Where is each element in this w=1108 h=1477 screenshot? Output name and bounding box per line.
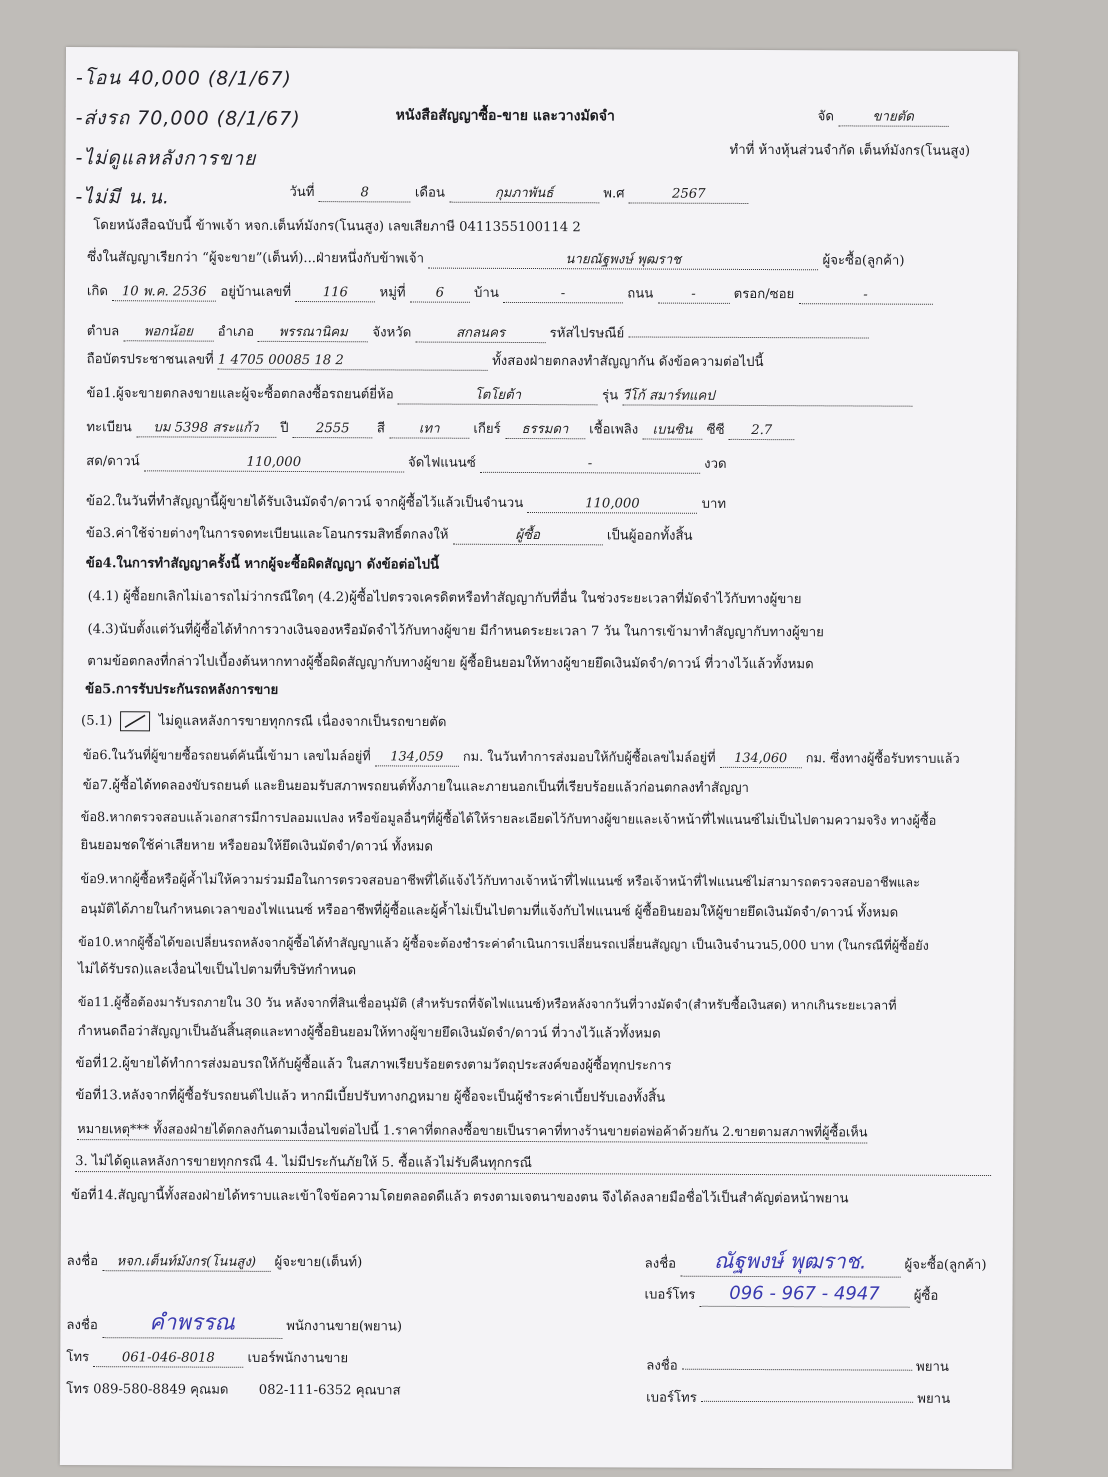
seller-sign-row xyxy=(67,1253,363,1272)
witness-phone-label: เบอร์โทร xyxy=(646,1390,697,1406)
clause-9a: ข้อ9.หากผู้ซื้อหรือผู้ค้ำไม่ให้ความร่วมมือในการตรวจสอบอาชีพที่ได้แจ้งไว้กับทางเจ้าหน้าที่ไฟแนนซ์ หรือเจ้าหน้าที่ไฟแนนซ์ไม่สามารถตรวจสอบอาชีพและ xyxy=(80,872,921,891)
buyer-phone-label: เบอร์โทร xyxy=(644,1287,696,1303)
house-value: 116 xyxy=(295,284,375,302)
clause-4-3b: ตามข้อตกลงที่กล่าวไปเบื้องต้นหากทางผู้ซื้อผิดสัญญากับทางผู้ขาย ผู้ซื้อยินยอมให้ทางผู้ขายยึดเงินมัดจำ/ดาวน์ ที่วางไว้แล้วทั้งหมด xyxy=(87,654,814,673)
idcard-value: 1 4705 00085 18 2 xyxy=(218,352,488,371)
reg-label: ทะเบียน xyxy=(86,420,132,436)
zip-value xyxy=(628,319,868,338)
witness-sign-role: พยาน xyxy=(916,1359,949,1375)
color-label: สี xyxy=(376,421,386,437)
clause-6-text-c: กม. ซึ่งทางผู้ซื้อรับทราบแล้ว xyxy=(805,751,960,767)
date-row xyxy=(289,184,748,204)
jad-value: ขายตัด xyxy=(838,108,948,126)
clause-3 xyxy=(86,525,693,546)
staff-phone-row xyxy=(66,1349,348,1368)
car-brand: โตโยต้า xyxy=(398,386,598,405)
clause-9b: อนุมัติได้ภายในกำหนดเวลาของไฟแนนซ์ หรืออาชีพที่ผู้ซื้อและผู้ค้ำไม่เป็นไปตามที่แจ้งกับไฟแนนซ์ ผู้ซื้อยินยอมให้ผู้ขายยึดเงินมัดจำ/ดาวน์ ทั้งหมด xyxy=(80,902,899,921)
handnote-4: -ไม่มี น.น. xyxy=(75,186,170,209)
address-line xyxy=(87,317,869,344)
handnote-1: -โอน 40,000 (8/1/67) xyxy=(75,67,292,90)
staff-tel-label: โทร xyxy=(66,1350,90,1366)
buyer-phone: 096 - 967 - 4947 xyxy=(699,1282,909,1308)
seller-sign-label: ลงชื่อ xyxy=(66,1254,99,1270)
clause-3-text: ข้อ3.ค่าใช้จ่ายต่างๆในการจดทะเบียนและโอนกรรมสิทธิ์ตกลงให้ xyxy=(85,526,449,543)
ban-value: - xyxy=(503,285,623,304)
staff-sign-row xyxy=(66,1309,402,1339)
clause-2-unit: บาท xyxy=(701,496,727,512)
car-brand-label: ข้อ1.ผู้จะขายตกลงขายและผู้จะซื้อตกลงซื้อรถยนต์ยี่ห้อ xyxy=(86,386,394,403)
buyer-sign-row xyxy=(645,1246,987,1278)
checked-checkbox[interactable] xyxy=(120,711,150,731)
clause-3-who: ผู้ซื้อ xyxy=(453,527,603,546)
buyer-signature: ณัฐพงษ์ พุฒราช. xyxy=(680,1246,900,1278)
car-line-3 xyxy=(86,453,727,474)
witness-sign-blank xyxy=(682,1352,912,1371)
house-label: อยู่บ้านเลขที่ xyxy=(220,284,292,300)
day-label: วันที่ xyxy=(289,184,315,201)
clause-6-text-b: กม. ในวันทำการส่งมอบให้กับผู้ซื้อเลขไมล์อยู่ที่ xyxy=(462,749,716,766)
clause-4-heading: ข้อ4.ในการทำสัญญาครั้งนี้ หากผู้จะซื้อผิดสัญญา ดังข้อต่อไปนี้ xyxy=(85,556,440,573)
idcard-label: ถือบัตรประชาชนเลขที่ xyxy=(86,352,214,368)
contact-1: โทร 089-580-8849 คุณมด xyxy=(66,1382,229,1398)
document-title: หนังสือสัญญาซื้อ-ขาย และวางมัดจำ xyxy=(395,107,615,125)
jad-row xyxy=(818,108,949,127)
contract-paper xyxy=(60,47,1018,1469)
province-value: สกลนคร xyxy=(415,325,545,344)
idcard-line xyxy=(87,351,764,372)
seller-sign-role: ผู้จะขาย(เต็นท์) xyxy=(274,1254,363,1271)
handnote-3: -ไม่ดูแลหลังการขาย xyxy=(75,147,257,170)
year-label: พ.ศ xyxy=(603,186,625,202)
contact-2: 082-111-6352 คุณบาส xyxy=(258,1382,401,1399)
clause-6 xyxy=(83,747,960,769)
clause-7: ข้อ7.ผู้ซื้อได้ทดลองขับรถยนต์ และยินยอมรับสภาพรถยนต์ทั้งภายในและภายนอกเป็นที่เรียบร้อยแล้วก่อนตกลงทำสัญญา xyxy=(82,778,750,796)
buyer-name: นายณัฐพงษ์ พุฒราช xyxy=(428,251,818,271)
buyer-line xyxy=(87,249,904,271)
buyer-sign-label: ลงชื่อ xyxy=(644,1256,677,1272)
fuel-value: เบนซิน xyxy=(642,422,702,440)
seller-line: โดยหนังสือฉบับนี้ ข้าพเจ้า หจก.เต็นท์มังกร(โนนสูง) เลขเสียภาษี 0411355100114 2 xyxy=(93,218,581,236)
clause-2 xyxy=(86,493,726,514)
mileage-in: 134,059 xyxy=(375,748,459,766)
clause-2-amount: 110,000 xyxy=(527,495,697,514)
amphoe-label: อำเภอ xyxy=(217,324,255,340)
soi-label: ตรอก/ซอย xyxy=(733,286,795,303)
witness-phone-role: พยาน xyxy=(917,1391,951,1407)
car-line-1 xyxy=(86,385,912,407)
clause-5-heading: ข้อ5.การรับประกันรถหลังการขาย xyxy=(85,682,279,698)
witness-phone-blank xyxy=(701,1384,913,1403)
province-label: จังหวัด xyxy=(372,325,412,341)
car-model: วีโก้ สมาร์ทแคป xyxy=(622,387,912,406)
buyer-phone-row xyxy=(645,1282,939,1308)
clause-12: ข้อที่12.ผู้ขายได้ทำการส่งมอบรถให้กับผู้ซื้อแล้ว ในสภาพเรียบร้อยตรงตามวัตถุประสงค์ของผู้ซื้อทุกประการ xyxy=(75,1056,672,1074)
clause-4-1: (4.1) ผู้ซื้อยกเลิกไม่เอารถไม่ว่ากรณีใดๆ (4.2)ผู้ซื้อไปตรวจเครดิตหรือทำสัญญากับที่อื่น ในช่วงระยะเวลาที่มัดจำไว้กับทางผู้ขาย xyxy=(87,589,802,608)
cc-label: ซีซี xyxy=(706,422,725,438)
reg-value: บม 5398 สระแก้ว xyxy=(136,419,276,438)
buyer-sign-role: ผู้จะซื้อ(ลูกค้า) xyxy=(904,1257,987,1274)
clause-6-text-a: ข้อ6.ในวันที่ผู้ขายซื้อรถยนต์คันนี้เข้ามา เลขไมล์อยู่ที่ xyxy=(82,748,371,765)
staff-sign-label: ลงชื่อ xyxy=(66,1318,98,1334)
moo-value: 6 xyxy=(410,285,470,303)
clause-8b: ยินยอมชดใช้ค่าเสียหาย หรือยอมให้ยึดเงินมัดจำ/ดาวน์ ทั้งหมด xyxy=(80,838,433,855)
road-label: ถนน xyxy=(627,286,654,302)
clause-11b: กำหนดถือว่าสัญญาเป็นอันสิ้นสุดและทางผู้ซื้อยินยอมให้ทางผู้ขายยึดเงินมัดจำ/ดาวน์ ที่วางไว้แล้วทั้งหมด xyxy=(77,1024,661,1042)
road-value: - xyxy=(657,286,729,304)
witness-phone-row xyxy=(646,1384,950,1409)
moo-label: หมู่ที่ xyxy=(379,285,406,301)
buyer-prefix: ซึ่งในสัญญาเรียกว่า “ผู้จะขาย”(เต็นท์)...ฝ่ายหนึ่งกับข้าพเจ้า xyxy=(87,250,425,267)
clause-11a: ข้อ11.ผู้ซื้อต้องมารับรถภายใน 30 วัน หลังจากที่สินเชื่ออนุมัติ (สำหรับรถที่จัดไฟแนนซ์)หรือหลังจากวันที่วางมัดจำ(สำหรับซื้อเงินสด) หากเกินระยะเวลาที่ xyxy=(77,994,897,1013)
caryear-label: ปี xyxy=(280,420,289,436)
ban-label: บ้าน xyxy=(474,285,499,301)
born-label: เกิด xyxy=(86,284,109,300)
place-line: ทำที่ ห้างหุ้นส่วนจำกัด เต็นท์มังกร(โนนสูง) xyxy=(729,142,971,159)
color-value: เทา xyxy=(389,420,469,438)
birth-line xyxy=(87,283,933,305)
car-model-label: รุ่น xyxy=(602,388,619,404)
down-label: สด/ดาวน์ xyxy=(86,454,140,470)
remark-line-b: 3. ไม่ได้ดูแลหลังการขายทุกกรณี 4. ไม่มีประกันภัยให้ 5. ซื้อแล้วไม่รับคืนทุกกรณี xyxy=(75,1153,991,1176)
mileage-out: 134,060 xyxy=(720,750,802,768)
staff-phone-role: เบอร์พนักงานขาย xyxy=(247,1350,349,1367)
cc-value: 2.7 xyxy=(729,422,795,440)
clause-14: ข้อที่14.สัญญานี้ทั้งสองฝ่ายได้ทราบและเข้าใจข้อความโดยตลอดดีแล้ว ตรงตามเจตนาของตน จึงได้ลงลายมือชื่อไว้เป็นสำคัญต่อหน้าพยาน xyxy=(70,1188,849,1207)
gear-value: ธรรมดา xyxy=(505,421,585,439)
tambon-value: พอกน้อย xyxy=(123,323,213,341)
born-value: 10 พ.ค. 2536 xyxy=(112,283,216,301)
caryear-value: 2555 xyxy=(293,420,373,438)
contact-row xyxy=(66,1381,401,1400)
finance-value: - xyxy=(480,455,700,474)
clause-10b: ไม่ได้รับรถ)และเงื่อนไขเป็นไปตามที่บริษัทกำหนด xyxy=(77,962,357,979)
clause-5-1 xyxy=(81,711,446,733)
staff-signature: คำพรรณ xyxy=(102,1309,282,1339)
clause-4-3a: (4.3)นับตั้งแต่วันที่ผู้ซื้อได้ทำการวางเงินจองหรือมัดจำไว้กับทางผู้ขาย มีกำหนดระยะเวลา 7 วัน ในการเข้ามาทำสัญญากับทางผู้ขาย xyxy=(87,622,824,641)
clause-10a: ข้อ10.หากผู้ซื้อได้ขอเปลี่ยนรถหลังจากผู้ซื้อได้ทำสัญญาแล้ว ผู้ซื้อจะต้องชำระค่าดำเนินการเปลี่ยนรถเปลี่ยนสัญญา เป็นเงินจำนวน5,000 บาท (ในกรณีที่ผู้ซื้อยัง xyxy=(78,934,929,953)
soi-value: - xyxy=(798,286,932,305)
check-mark-icon xyxy=(121,712,149,730)
staff-phone: 061-046-8018 xyxy=(93,1349,243,1368)
clause-2-text: ข้อ2.ในวันที่ทำสัญญานี้ผู้ขายได้รับเงินมัดจำ/ดาวน์ จากผู้ซื้อไว้แล้วเป็นจำนวน xyxy=(85,494,524,511)
month-value: กุมภาพันธ์ xyxy=(449,185,599,204)
idcard-suffix: ทั้งสองฝ่ายตกลงทำสัญญากัน ดังข้อความต่อไปนี้ xyxy=(492,353,764,371)
finance-label: จัดไฟแนนซ์ xyxy=(408,455,476,471)
seller-sign-name: หจก.เต็นท์มังกร(โนนสูง) xyxy=(102,1253,270,1272)
fuel-label: เชื้อเพลิง xyxy=(589,422,639,438)
jad-label: จัด xyxy=(817,109,835,125)
day-value: 8 xyxy=(319,184,411,202)
handnote-2: -ส่งรถ 70,000 (8/1/67) xyxy=(75,107,301,131)
zip-label: รหัสไปรษณีย์ xyxy=(549,326,625,342)
gear-label: เกียร์ xyxy=(473,421,501,437)
clause-5-1-prefix: (5.1) xyxy=(81,713,113,729)
down-value: 110,000 xyxy=(144,453,404,472)
witness-sign-label: ลงชื่อ xyxy=(646,1358,678,1374)
year-value: 2567 xyxy=(629,185,749,204)
tambon-label: ตำบล xyxy=(86,324,120,340)
clause-3-suffix: เป็นผู้ออกทั้งสิ้น xyxy=(606,528,693,544)
witness-sign-row xyxy=(646,1352,949,1377)
buyer-phone-role: ผู้ซื้อ xyxy=(913,1288,939,1304)
staff-sign-role: พนักงานขาย(พยาน) xyxy=(286,1318,403,1335)
clause-5-1-text: ไม่ดูแลหลังการขายทุกกรณี เนื่องจากเป็นรถขายตัด xyxy=(158,713,447,731)
car-line-2 xyxy=(86,419,794,440)
buyer-suffix: ผู้จะซื้อ(ลูกค้า) xyxy=(822,253,905,269)
amphoe-value: พรรณานิคม xyxy=(258,324,368,342)
month-label: เดือน xyxy=(414,185,445,201)
remark-line-a: หมายเหตุ*** ทั้งสองฝ่ายได้ตกลงกันตามเงื่อนไขต่อไปนี้ 1.ราคาที่ตกลงซื้อขายเป็นราคาที่ทางร้านขายต่อพ่อค้าด้วยกัน 2.ขายตามสภาพที่ผู้ซื้อเห็น xyxy=(77,1121,867,1143)
installment-label: งวด xyxy=(704,456,727,472)
clause-8a: ข้อ8.หากตรวจสอบแล้วเอกสารมีการปลอมแปลง หรือข้อมูลอื่นๆที่ผู้ซื้อได้ให้รายละเอียดไว้กับทางผู้ขายและเจ้าหน้าที่ไฟแนนซ์ไม่เป็นไปตามความจริง ทางผู้ซื้อ xyxy=(80,810,937,829)
clause-13: ข้อที่13.หลังจากที่ผู้ซื้อรับรถยนต์ไปแล้ว หากมีเบี้ยปรับทางกฎหมาย ผู้ซื้อจะเป็นผู้ชำระค่าเบี้ยปรับเองทั้งสิ้น xyxy=(75,1088,666,1106)
